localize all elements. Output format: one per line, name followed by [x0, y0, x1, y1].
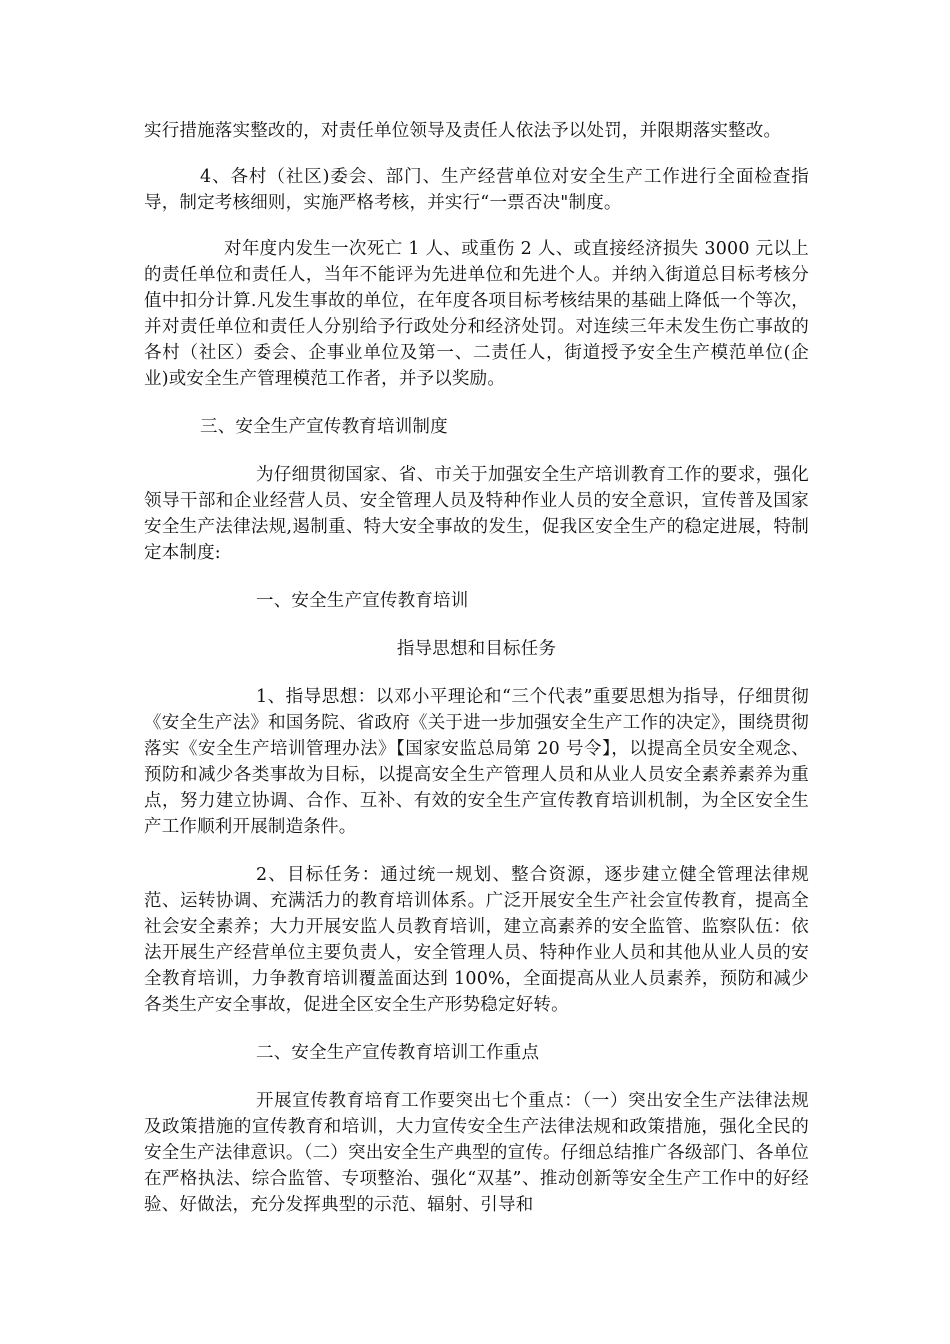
document-page [144, 118, 809, 1218]
paragraph-seven-key-points: 开展宣传教育培育工作要突出七个重点：（一）突出安全生产法律法规及政策措施的宣传教育和培训，大力宣传安全生产法律法规和政策措施，强化全民的安全生产法律意识。（二）突出安全生产典型的宣传。仔细总结推广各级部门、各单位在严格执法、综合监管、专项整治、强化“双基”、推动创新等安全生产工作中的好经验、好做法，充分发挥典型的示范、辐射、引导和 [144, 1091, 809, 1215]
paragraph-rectification: 实行措施落实整改的，对责任单位领导及责任人依法予以处罚，并限期落实整改。 [144, 121, 782, 141]
paragraph-purpose: 为仔细贯彻国家、省、市关于加强安全生产培训教育工作的要求，强化领导干部和企业经营人员、安全管理人员及特种作业人员的安全意识，宣传普及国家安全生产法律法规,遏制重、特大安全事故的发生，促我区安全生产的稳定进展，特制定本制度: [144, 465, 809, 563]
paragraph-accident-penalty: 对年度内发生一次死亡 1 人、或重伤 2 人、或直接经济损失 3000 元以上的责任单位和责任人，当年不能评为先进单位和先进个人。并纳入街道总目标考核分值中扣分计算.凡发生事故的单位，在年度各项目标考核结果的基础上降低一个等次，并对责任单位和责任人分别给予行政处分和经济处罚。对连续三年未发生伤亡事故的各村（社区）委会、企事业单位及第一、二责任人，街道授予安全生产模范单位(企业)或安全生产管理模范工作者，并予以奖励。 [144, 239, 809, 389]
paragraph-guiding-ideology: 1、指导思想：以邓小平理论和“三个代表”重要思想为指导，仔细贯彻《安全生产法》和国务院、省政府《关于进一步加强安全生产工作的决定》，围绕贯彻落实《安全生产培训管理办法》【国家安监总局第 20 号令】，以提高全员安全观念、预防和减少各类事故为目标，以提高安全生产管理人员和从业人员安全素养素养为重点，努力建立协调、合作、互补、有效的安全生产宣传教育培训机制，为全区安全生产工作顺利开展制造条件。 [144, 687, 809, 837]
paragraph-target-tasks: 2、目标任务：通过统一规划、整合资源，逐步建立健全管理法律规范、运转协调、充满活力的教育培训体系。广泛开展安全生产社会宣传教育，提高全社会安全素养；大力开展安监人员教育培训，建立高素养的安全监管、监察队伍：依法开展生产经营单位主要负责人，安全管理人员、特种作业人员和其他从业人员的安全教育培训，力争教育培训覆盖面达到 100%，全面提高从业人员素养，预防和减少各类生产安全事故，促进全区安全生产形势稳定好转。 [144, 865, 809, 1015]
subsection-heading-training: 一、安全生产宣传教育培训 [256, 591, 469, 611]
section-heading-training-system: 三、安全生产宣传教育培训制度 [200, 417, 448, 437]
subsection-title-guiding-ideology: 指导思想和目标任务 [396, 639, 557, 659]
subsection-heading-key-points: 二、安全生产宣传教育培训工作重点 [256, 1043, 540, 1063]
paragraph-item-4: 4、各村（社区)委会、部门、生产经营单位对安全生产工作进行全面检查指导，制定考核细则，实施严格考核，并实行“一票否决"制度。 [144, 167, 809, 213]
